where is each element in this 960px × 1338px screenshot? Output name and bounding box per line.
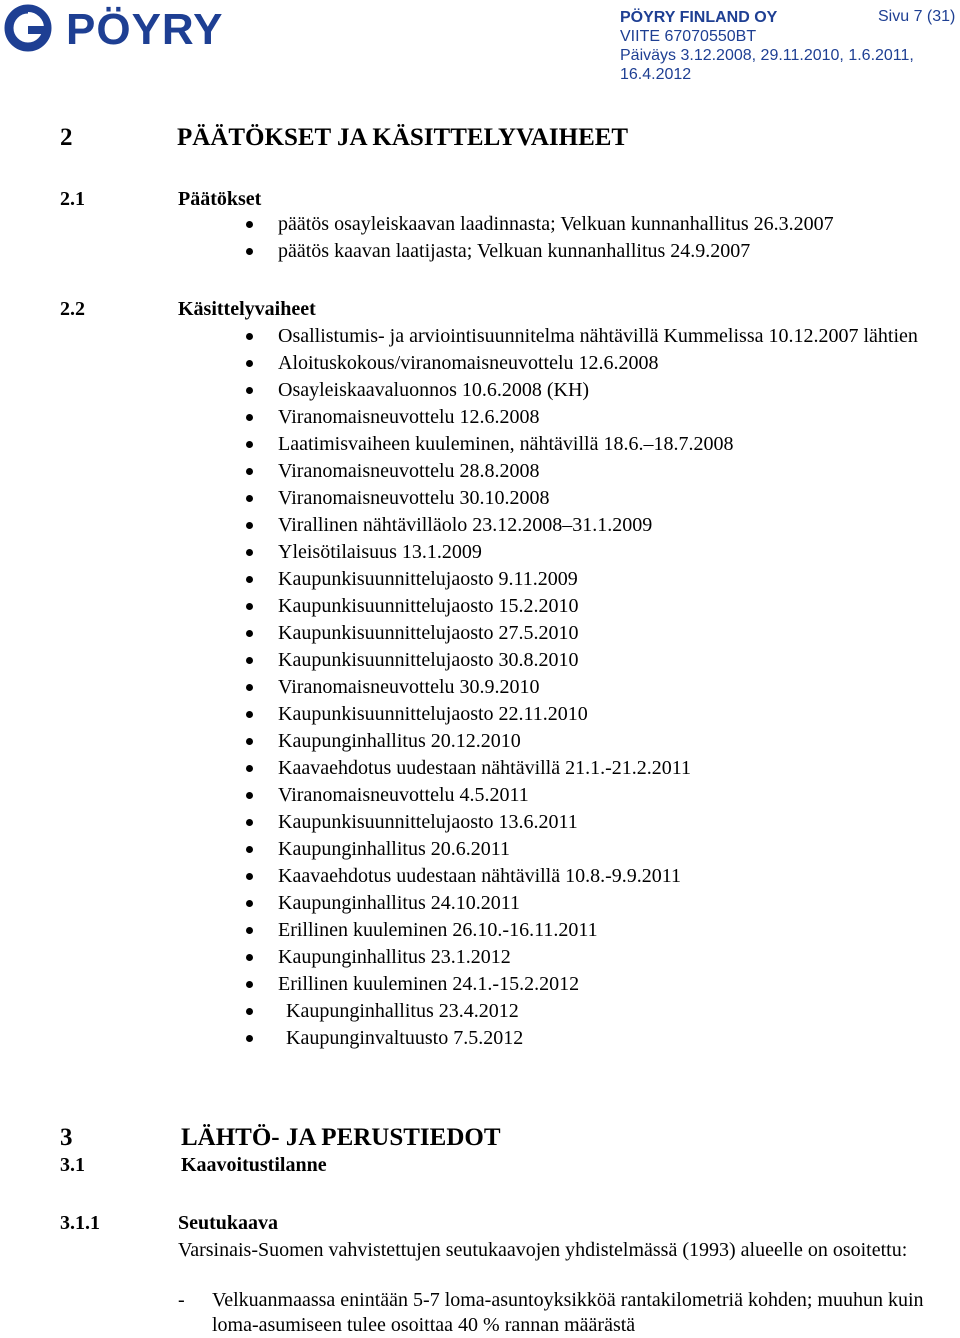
date-line-1: Päiväys 3.12.2008, 29.11.2010, 1.6.2011, bbox=[620, 47, 914, 64]
list-item: Virallinen nähtävilläolo 23.12.2008–31.1.2009 bbox=[244, 512, 924, 539]
section-3-1-title: Kaavoitustilanne bbox=[181, 1154, 327, 1176]
list-item: Kaupunkisuunnittelujaosto 13.6.2011 bbox=[244, 809, 924, 836]
section-2-1-title: Päätökset bbox=[178, 188, 262, 210]
section-3-title: LÄHTÖ- JA PERUSTIEDOT bbox=[181, 1124, 501, 1151]
list-item: Viranomaisneuvottelu 30.9.2010 bbox=[244, 674, 924, 701]
page-number: Sivu 7 (31) bbox=[878, 8, 956, 25]
list-item: päätös kaavan laatijasta; Velkuan kunnanhallitus 24.9.2007 bbox=[244, 238, 944, 265]
processing-stages-list bbox=[244, 323, 924, 1052]
dash-marker: - bbox=[178, 1289, 185, 1311]
list-item: Kaupunkisuunnittelujaosto 27.5.2010 bbox=[244, 620, 924, 647]
section-2-1-number: 2.1 bbox=[60, 188, 85, 210]
reference-number: VIITE 67070550BT bbox=[620, 28, 757, 45]
list-item: Viranomaisneuvottelu 30.10.2008 bbox=[244, 485, 924, 512]
list-item: päätös osayleiskaavan laadinnasta; Velkuan kunnanhallitus 26.3.2007 bbox=[244, 211, 944, 238]
date-line-2: 16.4.2012 bbox=[620, 66, 692, 83]
list-item: Kaupunginhallitus 23.1.2012 bbox=[244, 944, 924, 971]
list-item: Kaupunginhallitus 24.10.2011 bbox=[244, 890, 924, 917]
list-item: Erillinen kuuleminen 26.10.-16.11.2011 bbox=[244, 917, 924, 944]
section-2-2-number: 2.2 bbox=[60, 298, 85, 320]
list-item: Yleisötilaisuus 13.1.2009 bbox=[244, 539, 924, 566]
list-item: Aloituskokous/viranomaisneuvottelu 12.6.2008 bbox=[244, 350, 924, 377]
list-item: Kaupunginhallitus 20.6.2011 bbox=[244, 836, 924, 863]
company-name: PÖYRY FINLAND OY bbox=[620, 9, 778, 26]
regional-plan-intro: Varsinais-Suomen vahvistettujen seutukaavojen yhdistelmässä (1993) alueelle on osoitettu: bbox=[178, 1239, 908, 1261]
list-item: Kaavaehdotus uudestaan nähtävillä 21.1.-21.2.2011 bbox=[244, 755, 924, 782]
section-3-1-number: 3.1 bbox=[60, 1154, 85, 1176]
section-2-title: PÄÄTÖKSET JA KÄSITTELYVAIHEET bbox=[177, 124, 629, 151]
list-item: Viranomaisneuvottelu 4.5.2011 bbox=[244, 782, 924, 809]
list-item: Kaupunkisuunnittelujaosto 22.11.2010 bbox=[244, 701, 924, 728]
section-2-2-title: Käsittelyvaiheet bbox=[178, 298, 316, 320]
section-3-1-1-number: 3.1.1 bbox=[60, 1212, 100, 1234]
logo-wordmark: PÖYRY bbox=[66, 5, 224, 54]
company-logo bbox=[4, 4, 244, 52]
list-item: Kaupunginhallitus 20.12.2010 bbox=[244, 728, 924, 755]
list-item: Osayleiskaavaluonnos 10.6.2008 (KH) bbox=[244, 377, 924, 404]
list-item: Viranomaisneuvottelu 28.8.2008 bbox=[244, 458, 924, 485]
list-item: Erillinen kuuleminen 24.1.-15.2.2012 bbox=[244, 971, 924, 998]
section-3-number: 3 bbox=[60, 1124, 73, 1151]
decisions-list bbox=[244, 211, 944, 265]
list-item: Kaupunginhallitus 23.4.2012 bbox=[244, 998, 924, 1025]
poyry-swirl-icon bbox=[4, 4, 62, 52]
list-item: Laatimisvaiheen kuuleminen, nähtävillä 18.6.–18.7.2008 bbox=[244, 431, 924, 458]
section-2-number: 2 bbox=[60, 124, 73, 151]
list-item: Kaupunginvaltuusto 7.5.2012 bbox=[244, 1025, 924, 1052]
list-item: Viranomaisneuvottelu 12.6.2008 bbox=[244, 404, 924, 431]
list-item: Kaupunkisuunnittelujaosto 15.2.2010 bbox=[244, 593, 924, 620]
dash-item-text: Velkuanmaassa enintään 5-7 loma-asuntoyksikköä rantakilometriä kohden; muuhun kuin loma-asumiseen tulee osoittaa 40 % rannan määrästä bbox=[212, 1289, 924, 1336]
section-3-1-1-title: Seutukaava bbox=[178, 1212, 279, 1234]
list-item: Kaavaehdotus uudestaan nähtävillä 10.8.-9.9.2011 bbox=[244, 863, 924, 890]
list-item: Kaupunkisuunnittelujaosto 9.11.2009 bbox=[244, 566, 924, 593]
list-item: Kaupunkisuunnittelujaosto 30.8.2010 bbox=[244, 647, 924, 674]
list-item: Osallistumis- ja arviointisuunnitelma nähtävillä Kummelissa 10.12.2007 lähtien bbox=[244, 323, 924, 350]
